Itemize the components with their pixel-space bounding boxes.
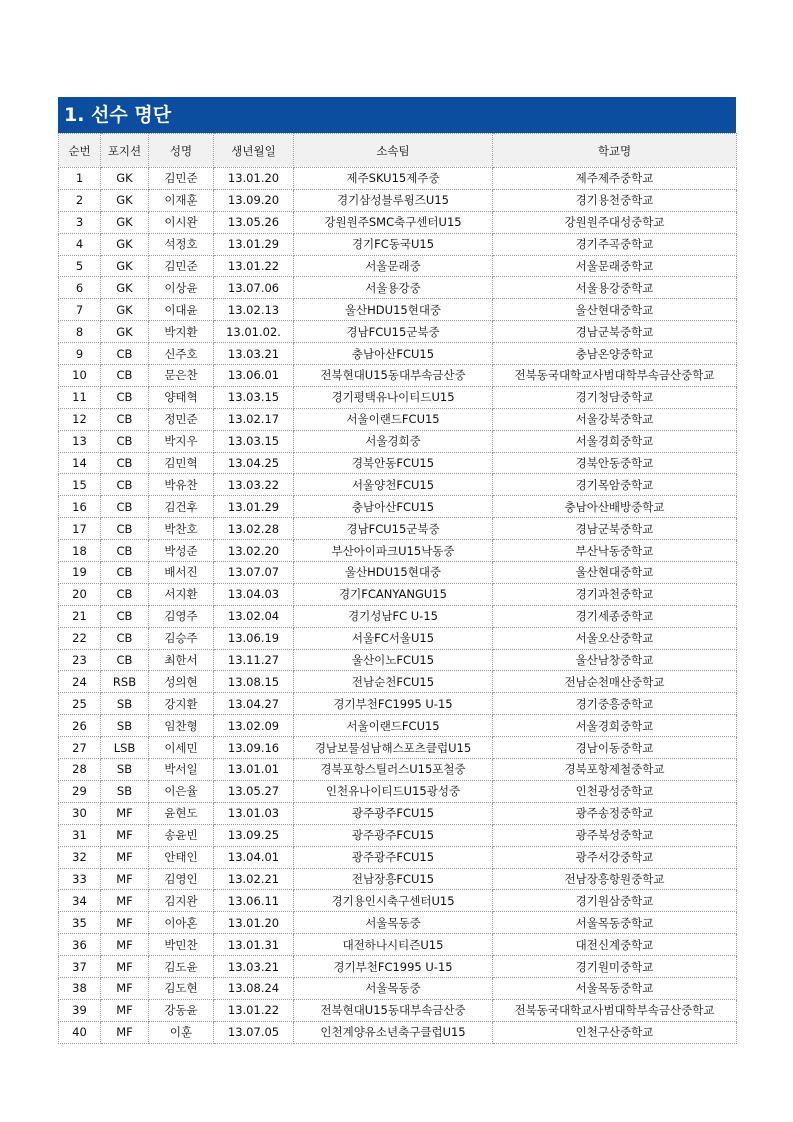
cell-name: 서지환 [149,583,214,605]
cell-school: 서울목동중학교 [493,977,737,999]
table-row [59,496,737,518]
cell-birthdate: 13.02.13 [214,299,294,321]
cell-school: 서울경희중학교 [493,430,737,452]
header-birthdate: 생년월일 [214,134,294,168]
cell-position: CB [101,496,149,518]
table-row [59,912,737,934]
cell-position: SB [101,693,149,715]
cell-position: MF [101,956,149,978]
cell-school: 인천광성중학교 [493,780,737,802]
cell-school: 전남순천매산중학교 [493,671,737,693]
cell-birthdate: 13.03.15 [214,430,294,452]
cell-school: 충남온양중학교 [493,343,737,365]
cell-number: 24 [59,671,101,693]
table-row [59,211,737,233]
cell-school: 서울문래중학교 [493,255,737,277]
cell-name: 양태혁 [149,386,214,408]
cell-team: 제주SKU15제주중 [294,168,493,190]
cell-number: 2 [59,189,101,211]
cell-birthdate: 13.03.21 [214,956,294,978]
table-row [59,365,737,387]
cell-birthdate: 13.04.25 [214,452,294,474]
cell-name: 강지환 [149,693,214,715]
cell-position: CB [101,562,149,584]
cell-school: 경남군북중학교 [493,321,737,343]
table-row [59,956,737,978]
cell-number: 16 [59,496,101,518]
cell-number: 26 [59,715,101,737]
table-row [59,408,737,430]
cell-team: 전북현대U15동대부속금산중 [294,999,493,1021]
cell-birthdate: 13.03.22 [214,474,294,496]
cell-number: 19 [59,562,101,584]
cell-name: 김도현 [149,977,214,999]
cell-name: 박성준 [149,540,214,562]
cell-team: 전북현대U15동대부속금산중 [294,365,493,387]
cell-birthdate: 13.02.21 [214,868,294,890]
cell-number: 18 [59,540,101,562]
cell-school: 부산낙동중학교 [493,540,737,562]
cell-school: 서울강북중학교 [493,408,737,430]
cell-team: 울산HDU15현대중 [294,299,493,321]
table-row [59,452,737,474]
cell-team: 경북포항스틸러스U15포철중 [294,759,493,781]
cell-school: 경기원삼중학교 [493,890,737,912]
cell-name: 신주호 [149,343,214,365]
cell-team: 서울경희중 [294,430,493,452]
cell-number: 1 [59,168,101,190]
cell-team: 경남보물섬남해스포츠클럽U15 [294,737,493,759]
table-row [59,605,737,627]
cell-birthdate: 13.08.15 [214,671,294,693]
table-row [59,277,737,299]
cell-name: 이재훈 [149,189,214,211]
table-row [59,430,737,452]
cell-birthdate: 13.06.19 [214,627,294,649]
table-row [59,233,737,255]
cell-position: SB [101,780,149,802]
cell-school: 광주송정중학교 [493,802,737,824]
cell-position: GK [101,299,149,321]
cell-name: 성의현 [149,671,214,693]
cell-number: 10 [59,365,101,387]
cell-birthdate: 13.01.29 [214,233,294,255]
cell-birthdate: 13.02.17 [214,408,294,430]
cell-birthdate: 13.07.05 [214,1021,294,1043]
cell-team: 충남아산FCU15 [294,496,493,518]
cell-birthdate: 13.07.06 [214,277,294,299]
cell-name: 정민준 [149,408,214,430]
cell-team: 경기부천FC1995 U-15 [294,956,493,978]
cell-name: 박민찬 [149,934,214,956]
cell-position: SB [101,759,149,781]
cell-team: 전남장흥FCU15 [294,868,493,890]
cell-team: 경기FC동국U15 [294,233,493,255]
cell-team: 울산이노FCU15 [294,649,493,671]
cell-birthdate: 13.04.03 [214,583,294,605]
section-title: 1. 선수 명단 [58,97,736,133]
cell-position: GK [101,255,149,277]
cell-number: 32 [59,846,101,868]
table-row [59,255,737,277]
cell-school: 경기청담중학교 [493,386,737,408]
table-row [59,343,737,365]
cell-name: 이시완 [149,211,214,233]
cell-number: 25 [59,693,101,715]
cell-team: 경기평택유나이티드U15 [294,386,493,408]
cell-team: 전남순천FCU15 [294,671,493,693]
cell-name: 박유찬 [149,474,214,496]
cell-team: 경북안동FCU15 [294,452,493,474]
cell-name: 문은찬 [149,365,214,387]
cell-number: 14 [59,452,101,474]
table-row [59,802,737,824]
table-row [59,977,737,999]
table-row [59,890,737,912]
cell-school: 경북포항제철중학교 [493,759,737,781]
cell-name: 김도윤 [149,956,214,978]
cell-position: SB [101,715,149,737]
cell-position: GK [101,321,149,343]
table-row [59,321,737,343]
cell-team: 광주광주FCU15 [294,846,493,868]
cell-school: 경남군북중학교 [493,518,737,540]
cell-position: CB [101,518,149,540]
header-school: 학교명 [493,134,737,168]
cell-team: 경기삼성블루윙즈U15 [294,189,493,211]
cell-position: GK [101,189,149,211]
cell-name: 박지우 [149,430,214,452]
cell-number: 13 [59,430,101,452]
cell-birthdate: 13.06.01 [214,365,294,387]
cell-number: 35 [59,912,101,934]
cell-school: 경기세종중학교 [493,605,737,627]
cell-team: 경기용인시축구센터U15 [294,890,493,912]
table-row [59,1021,737,1043]
table-row [59,693,737,715]
cell-birthdate: 13.02.28 [214,518,294,540]
cell-team: 경기부천FC1995 U-15 [294,693,493,715]
cell-school: 경남이동중학교 [493,737,737,759]
cell-birthdate: 13.06.11 [214,890,294,912]
cell-school: 울산현대중학교 [493,562,737,584]
cell-position: LSB [101,737,149,759]
table-row [59,386,737,408]
cell-school: 경북안동중학교 [493,452,737,474]
cell-birthdate: 13.01.02. [214,321,294,343]
cell-team: 서울문래중 [294,255,493,277]
cell-number: 38 [59,977,101,999]
table-row [59,671,737,693]
cell-position: MF [101,912,149,934]
cell-number: 12 [59,408,101,430]
cell-name: 이아혼 [149,912,214,934]
cell-birthdate: 13.01.20 [214,912,294,934]
cell-school: 울산현대중학교 [493,299,737,321]
cell-school: 서울오산중학교 [493,627,737,649]
cell-position: MF [101,999,149,1021]
cell-birthdate: 13.03.21 [214,343,294,365]
cell-name: 박찬호 [149,518,214,540]
cell-name: 박서일 [149,759,214,781]
cell-name: 최한서 [149,649,214,671]
cell-name: 박지환 [149,321,214,343]
cell-name: 안태인 [149,846,214,868]
table-row [59,934,737,956]
table-row [59,299,737,321]
cell-birthdate: 13.09.25 [214,824,294,846]
cell-position: RSB [101,671,149,693]
cell-name: 이은율 [149,780,214,802]
cell-birthdate: 13.04.01 [214,846,294,868]
table-body [59,168,737,1044]
header-position: 포지션 [101,134,149,168]
table-row [59,474,737,496]
cell-position: CB [101,430,149,452]
cell-position: CB [101,649,149,671]
table-row [59,627,737,649]
cell-position: CB [101,365,149,387]
cell-school: 경기목암중학교 [493,474,737,496]
cell-number: 20 [59,583,101,605]
cell-name: 이훈 [149,1021,214,1043]
cell-school: 경기중흥중학교 [493,693,737,715]
cell-birthdate: 13.01.22 [214,255,294,277]
cell-school: 경기용천중학교 [493,189,737,211]
cell-birthdate: 13.01.01 [214,759,294,781]
cell-team: 서울용강중 [294,277,493,299]
cell-position: MF [101,824,149,846]
cell-position: MF [101,977,149,999]
cell-birthdate: 13.11.27 [214,649,294,671]
cell-school: 제주제주중학교 [493,168,737,190]
cell-school: 서울목동중학교 [493,912,737,934]
cell-number: 15 [59,474,101,496]
cell-birthdate: 13.01.20 [214,168,294,190]
player-roster-table [58,133,737,1044]
table-row [59,562,737,584]
table-row [59,846,737,868]
cell-name: 김민혁 [149,452,214,474]
cell-school: 전북동국대학교사범대학부속금산중학교 [493,365,737,387]
cell-name: 이대윤 [149,299,214,321]
cell-name: 김영인 [149,868,214,890]
cell-name: 석정호 [149,233,214,255]
cell-number: 23 [59,649,101,671]
table-row [59,868,737,890]
cell-team: 경기FCANYANGU15 [294,583,493,605]
cell-birthdate: 13.02.09 [214,715,294,737]
table-row [59,189,737,211]
cell-birthdate: 13.07.07 [214,562,294,584]
cell-number: 29 [59,780,101,802]
cell-number: 34 [59,890,101,912]
cell-school: 전북동국대학교사범대학부속금산중학교 [493,999,737,1021]
cell-position: MF [101,846,149,868]
cell-birthdate: 13.05.27 [214,780,294,802]
table-row [59,759,737,781]
cell-team: 대전하나시티즌U15 [294,934,493,956]
table-row [59,824,737,846]
header-number: 순번 [59,134,101,168]
header-name: 성명 [149,134,214,168]
cell-school: 서울경희중학교 [493,715,737,737]
cell-team: 강원원주SMC축구센터U15 [294,211,493,233]
cell-position: GK [101,277,149,299]
cell-school: 충남아산배방중학교 [493,496,737,518]
cell-position: MF [101,934,149,956]
cell-team: 서울이랜드FCU15 [294,715,493,737]
cell-school: 전남장흥항원중학교 [493,868,737,890]
cell-school: 강원원주대성중학교 [493,211,737,233]
table-row [59,737,737,759]
cell-position: GK [101,233,149,255]
cell-position: MF [101,890,149,912]
cell-team: 서울양천FCU15 [294,474,493,496]
cell-team: 울산HDU15현대중 [294,562,493,584]
cell-number: 9 [59,343,101,365]
cell-number: 30 [59,802,101,824]
cell-school: 경기과천중학교 [493,583,737,605]
cell-school: 대전신계중학교 [493,934,737,956]
cell-birthdate: 13.04.27 [214,693,294,715]
table-row [59,168,737,190]
cell-number: 36 [59,934,101,956]
cell-number: 8 [59,321,101,343]
cell-name: 김지완 [149,890,214,912]
cell-school: 경기주곡중학교 [493,233,737,255]
table-row [59,780,737,802]
cell-birthdate: 13.01.29 [214,496,294,518]
cell-number: 40 [59,1021,101,1043]
header-team: 소속팀 [294,134,493,168]
cell-team: 서울FC서울U15 [294,627,493,649]
cell-birthdate: 13.02.04 [214,605,294,627]
cell-position: MF [101,802,149,824]
table-row [59,999,737,1021]
cell-name: 이세민 [149,737,214,759]
cell-team: 광주광주FCU15 [294,802,493,824]
cell-position: CB [101,474,149,496]
cell-team: 경기성남FC U-15 [294,605,493,627]
table-row [59,518,737,540]
cell-number: 22 [59,627,101,649]
cell-school: 인천구산중학교 [493,1021,737,1043]
cell-birthdate: 13.01.31 [214,934,294,956]
cell-birthdate: 13.01.22 [214,999,294,1021]
cell-birthdate: 13.05.26 [214,211,294,233]
cell-position: CB [101,583,149,605]
cell-school: 울산남창중학교 [493,649,737,671]
table-row [59,583,737,605]
cell-number: 6 [59,277,101,299]
cell-position: GK [101,211,149,233]
cell-team: 경남FCU15군북중 [294,518,493,540]
cell-position: CB [101,540,149,562]
table-row [59,715,737,737]
cell-name: 임찬형 [149,715,214,737]
cell-team: 충남아산FCU15 [294,343,493,365]
cell-team: 인천계양유소년축구클럽U15 [294,1021,493,1043]
cell-team: 경남FCU15군북중 [294,321,493,343]
cell-number: 33 [59,868,101,890]
cell-position: GK [101,168,149,190]
cell-birthdate: 13.01.03 [214,802,294,824]
cell-name: 김민준 [149,255,214,277]
cell-team: 광주광주FCU15 [294,824,493,846]
cell-name: 윤현도 [149,802,214,824]
cell-number: 21 [59,605,101,627]
cell-name: 강동윤 [149,999,214,1021]
cell-name: 배서진 [149,562,214,584]
cell-number: 4 [59,233,101,255]
cell-name: 김건후 [149,496,214,518]
cell-school: 경기원미중학교 [493,956,737,978]
cell-team: 서울이랜드FCU15 [294,408,493,430]
cell-position: CB [101,605,149,627]
cell-number: 17 [59,518,101,540]
cell-birthdate: 13.09.20 [214,189,294,211]
cell-number: 28 [59,759,101,781]
cell-team: 부산아이파크U15낙동중 [294,540,493,562]
cell-number: 39 [59,999,101,1021]
cell-number: 7 [59,299,101,321]
cell-number: 37 [59,956,101,978]
cell-birthdate: 13.02.20 [214,540,294,562]
cell-name: 이상윤 [149,277,214,299]
cell-birthdate: 13.09.16 [214,737,294,759]
cell-team: 서울목동중 [294,977,493,999]
cell-name: 김승주 [149,627,214,649]
table-row [59,540,737,562]
cell-position: CB [101,408,149,430]
cell-position: CB [101,343,149,365]
cell-number: 11 [59,386,101,408]
cell-position: MF [101,1021,149,1043]
cell-number: 31 [59,824,101,846]
cell-school: 광주북성중학교 [493,824,737,846]
cell-name: 김영주 [149,605,214,627]
cell-position: MF [101,868,149,890]
cell-position: CB [101,627,149,649]
cell-position: CB [101,452,149,474]
table-header-row [59,134,737,168]
table-row [59,649,737,671]
cell-number: 3 [59,211,101,233]
cell-team: 서울목동중 [294,912,493,934]
cell-name: 송윤빈 [149,824,214,846]
cell-school: 서울용강중학교 [493,277,737,299]
cell-name: 김민준 [149,168,214,190]
cell-number: 27 [59,737,101,759]
cell-position: CB [101,386,149,408]
cell-school: 광주서강중학교 [493,846,737,868]
cell-birthdate: 13.03.15 [214,386,294,408]
cell-number: 5 [59,255,101,277]
cell-birthdate: 13.08.24 [214,977,294,999]
cell-team: 인천유나이티드U15광성중 [294,780,493,802]
